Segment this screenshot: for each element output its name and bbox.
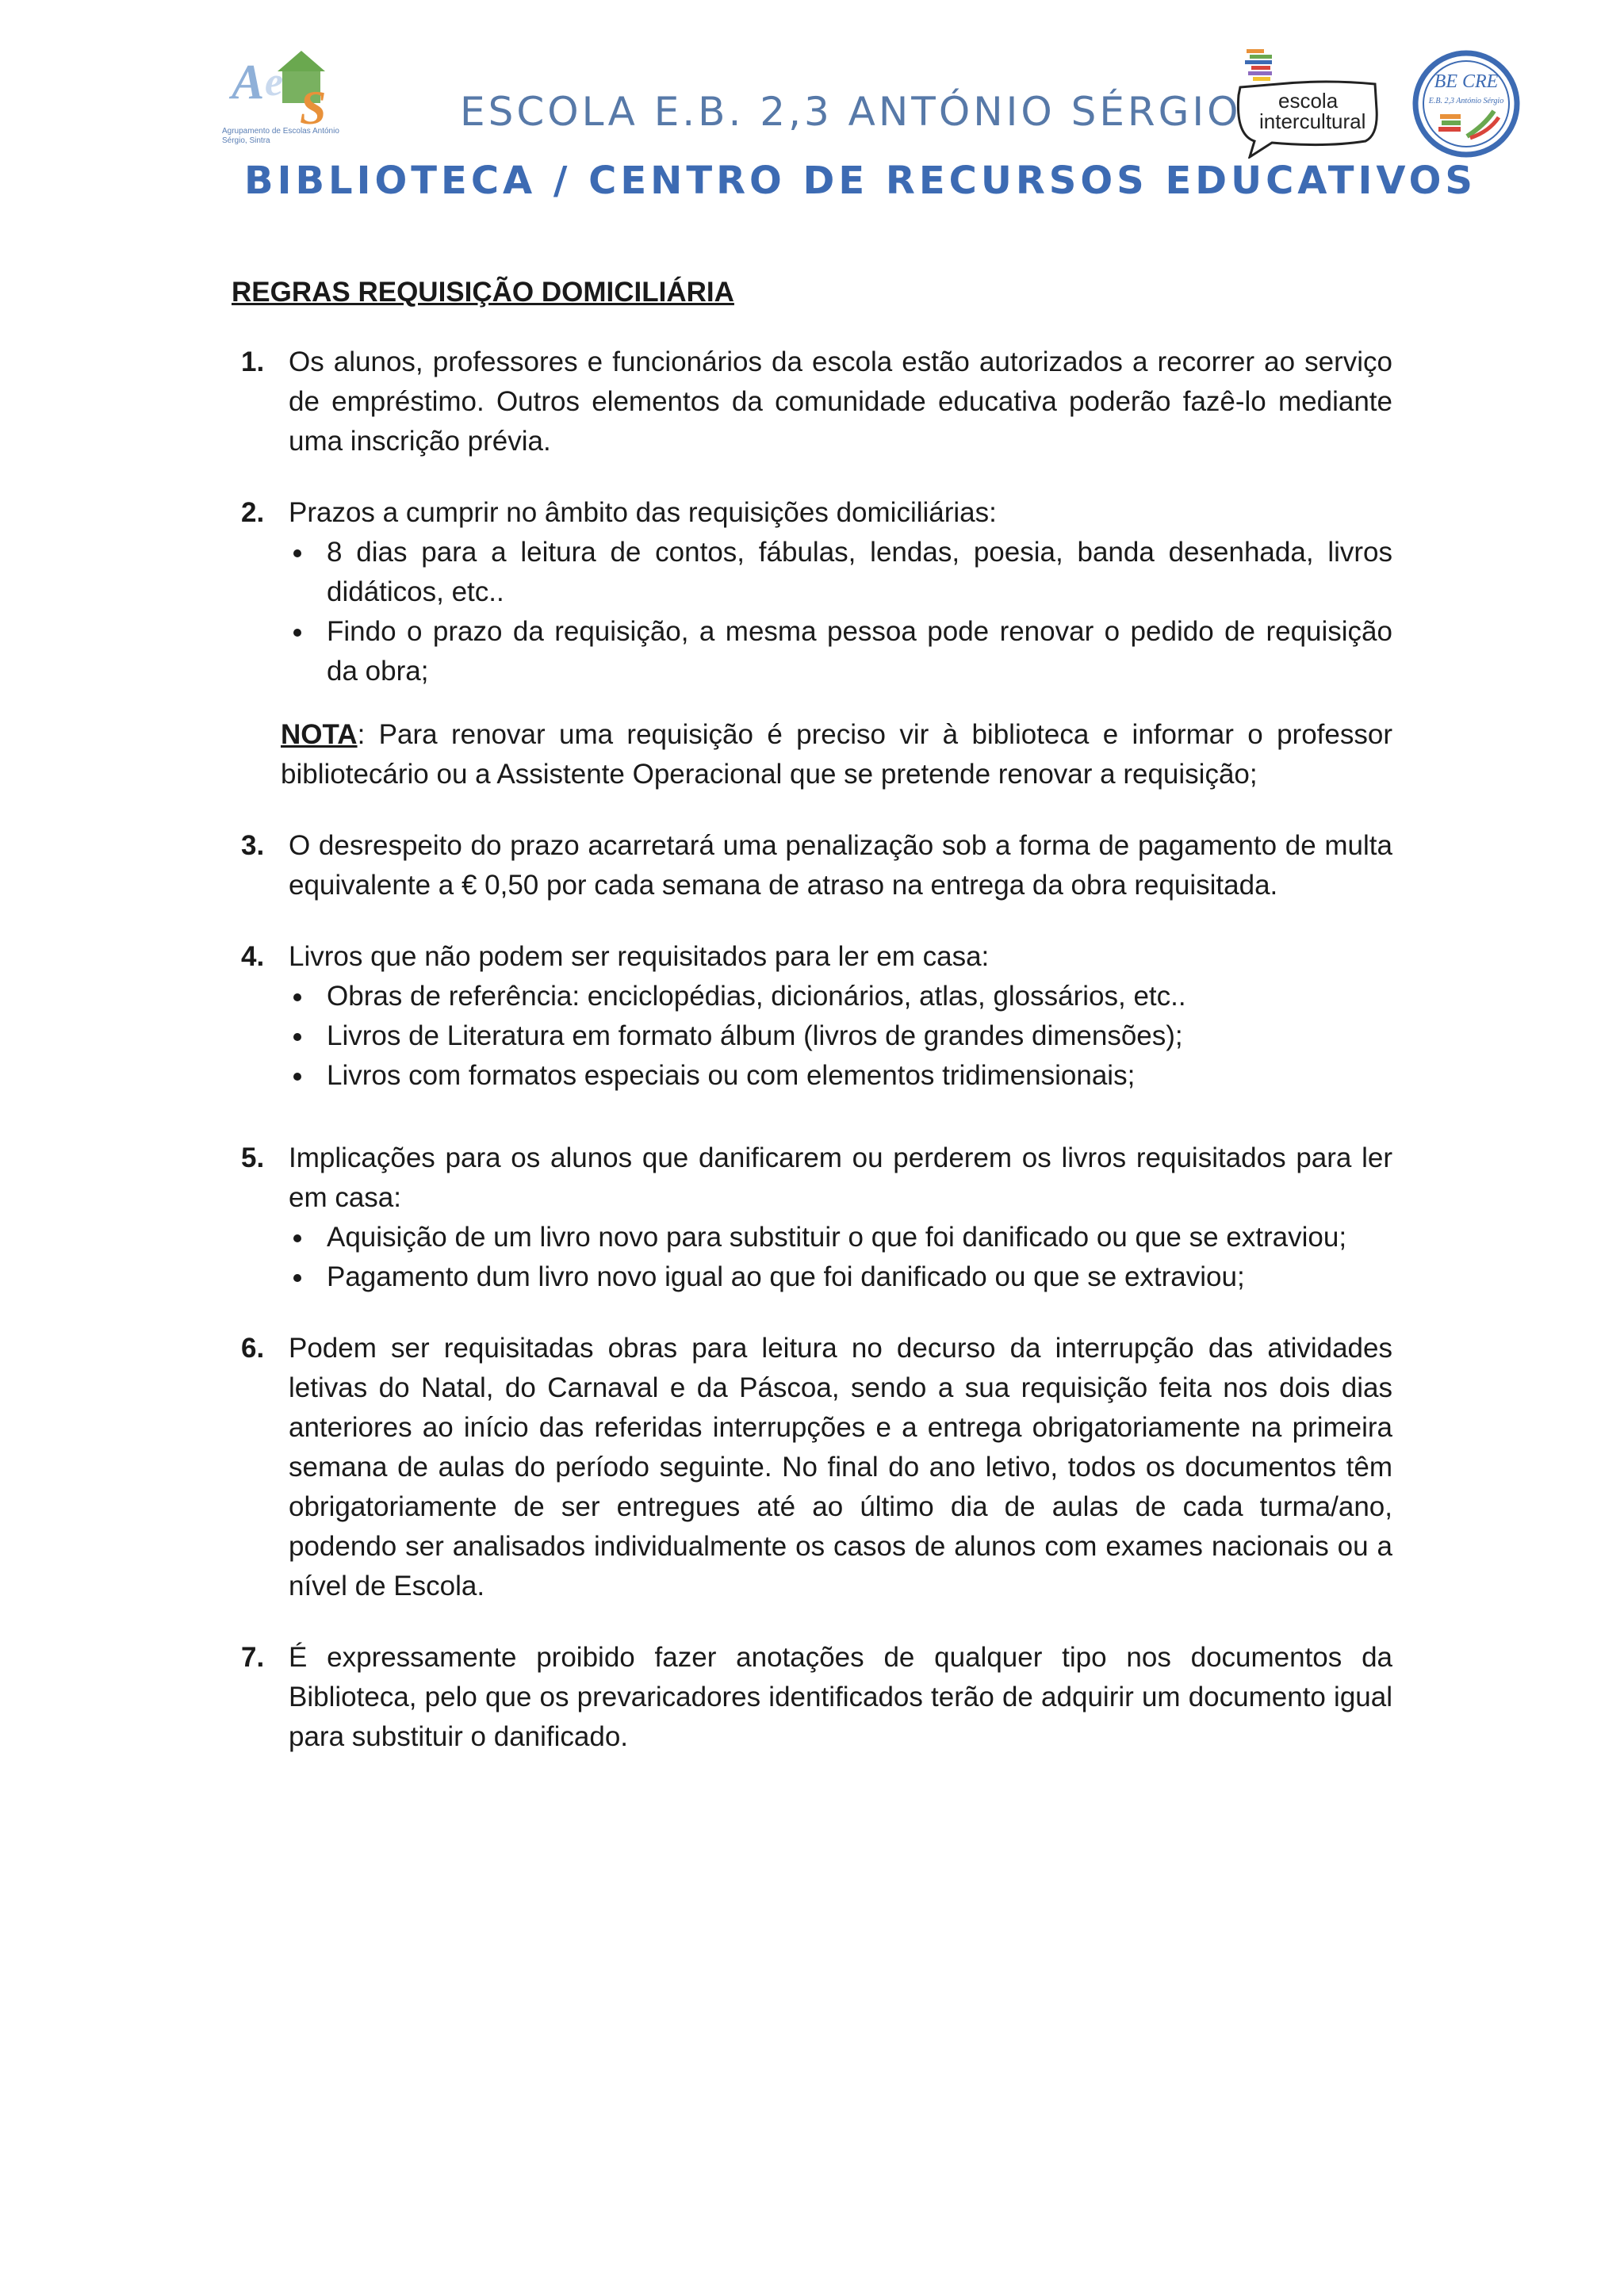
bullet-item: Pagamento dum livro novo igual ao que foi danificado ou que se extraviou;: [289, 1257, 1392, 1297]
rule-text: Implicações para os alunos que danificarem ou perderem os livros requisitados para ler em casa:: [289, 1142, 1392, 1213]
rule-number: 4.: [241, 941, 265, 972]
rule-5: [232, 1138, 1392, 1297]
document-body: [232, 273, 1392, 1789]
be-cre-subtitle: E.B. 2,3 António Sérgio: [1428, 97, 1504, 105]
rule-2-bullets: [289, 533, 1392, 691]
svg-text:A: A: [232, 55, 265, 109]
bullet-item: Livros de Literatura em formato álbum (livros de grandes dimensões);: [289, 1016, 1392, 1056]
rule-text: O desrespeito do prazo acarretará uma penalização sob a forma de pagamento de multa equivalente a € 0,50 por cada semana de atraso na entrega da obra requisitada.: [289, 830, 1392, 901]
rule-4-bullets: [289, 977, 1392, 1096]
svg-text:S: S: [300, 82, 327, 128]
rule-number: 6.: [241, 1333, 265, 1364]
document-heading: REGRAS REQUISIÇÃO DOMICILIÁRIA: [232, 277, 734, 308]
rule-3: [232, 826, 1392, 905]
note-label: NOTA: [281, 719, 358, 750]
rule-text: Podem ser requisitadas obras para leitura no decurso da interrupção das atividades letivas do Natal, do Carnaval e da Páscoa, sendo a sua requisição feita nos dois dias anteriores ao início das referidas interrupções e a entrega obrigatoriamente na primeira semana de aulas do período seguinte. No final do ano letivo, todos os documentos têm obrigatoriamente de ser entregues até ao último dia de aulas de cada turma/ano, podendo ser analisados individualmente os casos de alunos com exames nacionais ou a nível de Escola.: [289, 1333, 1392, 1601]
bullet-item: Obras de referência: enciclopédias, dicionários, atlas, glossários, etc..: [289, 977, 1392, 1016]
rule-text: É expressamente proibido fazer anotações de qualquer tipo nos documentos da Biblioteca, pelo que os prevaricadores identificados terão de adquirir um documento igual para substituir o danificado.: [289, 1642, 1392, 1752]
school-name: ESCOLA E.B. 2,3 ANTÓNIO SÉRGIO: [460, 89, 1242, 135]
escola-intercultural-logo: [1231, 48, 1380, 159]
bullet-item: Findo o prazo da requisição, a mesma pessoa pode renovar o pedido de requisição da obra;: [289, 612, 1392, 691]
rule-text: Prazos a cumprir no âmbito das requisições domiciliárias:: [289, 497, 997, 528]
bullet-item: Livros com formatos especiais ou com elementos tridimensionais;: [289, 1056, 1392, 1096]
escola-intercultural-word-1: escola: [1278, 89, 1339, 113]
svg-text:e: e: [265, 59, 284, 105]
be-cre-title: BE CRE: [1434, 71, 1499, 92]
rule-4: [232, 937, 1392, 1096]
be-cre-badge-icon: [1411, 49, 1521, 159]
rule-number: 1.: [241, 346, 265, 377]
bullet-item: 8 dias para a leitura de contos, fábulas, lendas, poesia, banda desenhada, livros didáticos, etc..: [289, 533, 1392, 612]
rule-text: Livros que não podem ser requisitados para ler em casa:: [289, 941, 990, 972]
aes-logo: [220, 49, 362, 157]
rule-6: [232, 1329, 1392, 1606]
be-cre-logo: [1411, 49, 1521, 159]
rule-number: 3.: [241, 830, 265, 861]
rule-text: Os alunos, professores e funcionários da escola estão autorizados a recorrer ao serviço de empréstimo. Outros elementos da comunidade educativa poderão fazê-lo mediante uma inscrição prévia.: [289, 346, 1392, 457]
rule-number: 7.: [241, 1642, 265, 1673]
rule-number: 5.: [241, 1142, 265, 1173]
aes-logo-mark: [220, 49, 362, 128]
rule-5-bullets: [289, 1218, 1392, 1297]
rule-number: 2.: [241, 497, 265, 528]
bullet-item: Aquisição de um livro novo para substituir o que foi danificado ou que se extraviou;: [289, 1218, 1392, 1257]
note-text: : Para renovar uma requisição é preciso vir à biblioteca e informar o professor bibliotecário ou a Assistente Operacional que se pretende renovar a requisição;: [281, 719, 1392, 790]
escola-intercultural-word-2: intercultural: [1259, 109, 1366, 133]
note-paragraph: [281, 715, 1392, 794]
rule-1: [232, 342, 1392, 461]
escola-intercultural-icon: [1231, 48, 1380, 159]
rule-7: [232, 1638, 1392, 1757]
library-title: BIBLIOTECA / CENTRO DE RECURSOS EDUCATIVOS: [244, 159, 1477, 203]
rule-2: [232, 493, 1392, 691]
aes-logo-caption: Agrupamento de Escolas António Sérgio, Sintra: [222, 127, 339, 145]
